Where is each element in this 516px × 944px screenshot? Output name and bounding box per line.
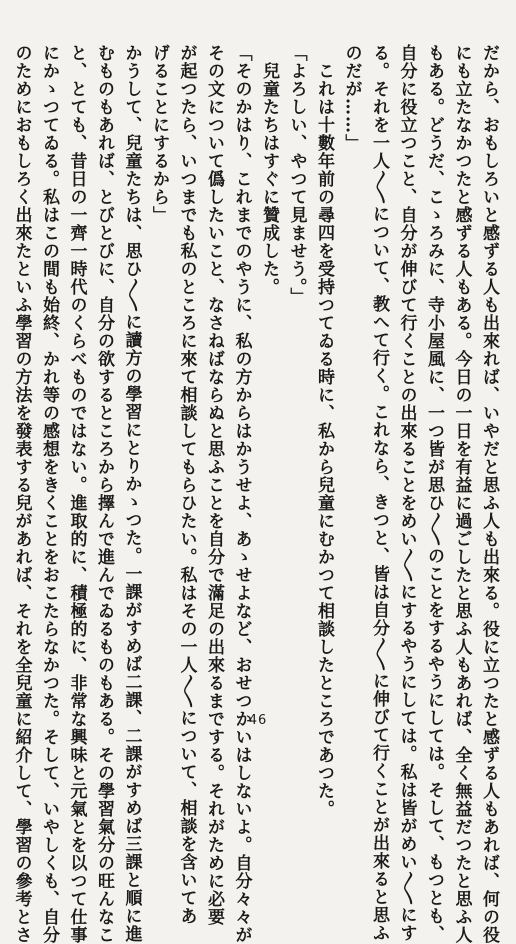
- text-column: る。それを一人〳〵について、教へて行く。これなら、きつと、皆は自分〳〵に伸びて行くことが出來ると思ふ: [369, 44, 389, 942]
- text-column: もある。どうだ、こゝろみに、寺小屋風に、一つ皆が思ひ〳〵のことをするやうにしては。そして、もつとも、: [424, 44, 444, 943]
- text-column: にも立たなかつたと感ずる人もある。今日の一日を有益に過ごしたと思ふ人もあれば、全く無益だつたと思ふ人: [451, 44, 472, 944]
- text-column: かうして、兒童たちは、思ひ〳〵に讀方の學習にとりかゝつた。一課がすめば二課、二課がすめば三課と順に進: [121, 44, 142, 943]
- text-column: これは十數年前の尋四を受持つてゐる時に、私から兒童にむかつて相談したところであつた。: [314, 62, 334, 818]
- text-column: 兒童たちはすぐに贊成した。: [259, 62, 279, 296]
- text-column: 「そのかはり、これまでのやうに、私の方からはかうせよ、あゝせよなど、おせつかいはしないよ。自分々々が: [231, 44, 252, 944]
- text-column: むものもあれば、とびとびに、自分の欲するところから擇んで進んでゐるものもある。その學習氣分の旺んなこ: [94, 44, 114, 944]
- text-column: のだが……」: [341, 44, 362, 152]
- text-column: だから、おもしろいと感ずる人も出來れば、いやだと思ふ人も出來る。役に立つたと感ずる人もあれば、何の役: [479, 44, 499, 944]
- text-column: が起つたら、いつまでも私のところに來て相談してもらひたい。私はその一人〳〵について、相談を含いてあ: [176, 44, 197, 925]
- text-column: 自分に役立つこと、自分が伸びて行くことの出來ることをめい〳〵にするやうにしては。私は皆がめい〳〵にす: [396, 44, 417, 942]
- text-column: にかゝつてゐる。私はこの間も始終、かれ等の感想をきくことをおこたらなかつた。そして、いやしくも、自分: [39, 44, 59, 944]
- text-column: げることにするから」: [149, 44, 169, 224]
- text-column: 「よろしい、やつて見ませう。」: [286, 44, 307, 306]
- text-column: のためにおもしろく出來たといふ學習の方法を發表する兒があれば、それを全兒童に紹介して、學習の參考とさ: [11, 44, 32, 944]
- text-column: と、とても、昔日の一齊一時代のくらべものではない。進取的に、積極的に、非常な興味と元氣とを以つて仕事: [66, 44, 87, 944]
- page-number: 46: [248, 713, 268, 728]
- text-column: その文について僞したいこと、なさねばならぬと思ふことを自分で滿足の出來るまでする。それがために必要: [204, 44, 224, 926]
